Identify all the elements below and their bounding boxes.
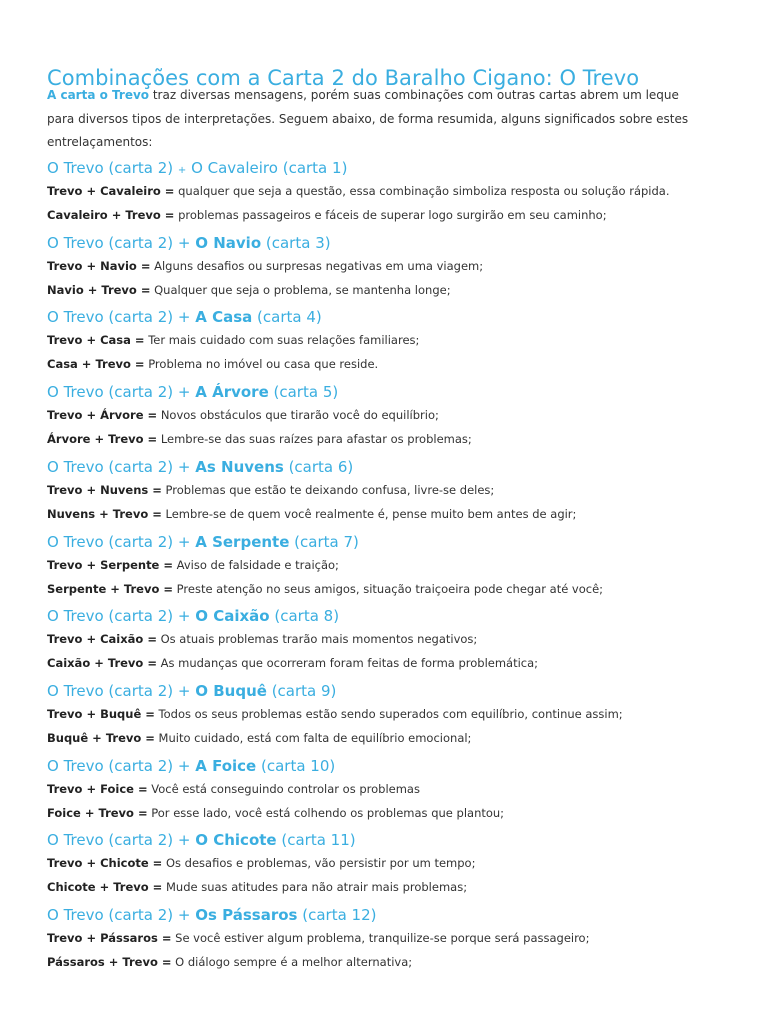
heading-plus: + (177, 308, 191, 327)
combination-meaning: qualquer que seja a questão, essa combinação simboliza resposta ou solução rápida. (174, 184, 670, 198)
heading-plus: + (177, 457, 191, 476)
heading-suffix: (carta 1) (277, 159, 348, 177)
combination-label: Trevo + Casa = (47, 333, 145, 348)
combination-label: Trevo + Buquê = (47, 706, 155, 721)
combination-section (47, 307, 727, 372)
heading-card-name: Os Pássaros (195, 906, 298, 924)
heading-plus: + (177, 681, 191, 700)
combination-label: Trevo + Chicote = (47, 856, 163, 871)
heading-card-name: O Navio (195, 233, 262, 252)
combination-section (47, 233, 727, 297)
combination-label: Cavaleiro + Trevo = (47, 208, 175, 222)
heading-suffix: (carta 3) (261, 233, 331, 252)
heading-plus: + (177, 233, 191, 252)
combination-label: Trevo + Caixão = (47, 632, 157, 647)
combination-meaning: O diálogo sempre é a melhor alternativa; (171, 955, 413, 969)
combination-meaning: Lembre-se das suas raízes para afastar os problemas; (157, 432, 472, 447)
section-heading (47, 830, 727, 850)
heading-card-name: As Nuvens (195, 457, 284, 476)
section-heading (47, 532, 727, 552)
section-heading (47, 905, 727, 925)
combination-line (47, 283, 451, 297)
combination-line (47, 731, 471, 745)
heading-prefix: O Trevo (carta 2) (47, 159, 178, 177)
heading-plus: + (177, 383, 191, 402)
combination-section (47, 532, 727, 596)
combination-line (47, 259, 483, 273)
heading-suffix: (carta 7) (289, 532, 359, 551)
combination-line (47, 483, 494, 497)
heading-prefix: O Trevo (carta 2) (47, 607, 178, 626)
heading-card-name: A Árvore (195, 383, 269, 402)
combination-label: Trevo + Navio = (47, 258, 151, 273)
combination-line (47, 408, 439, 422)
combination-label: Casa + Trevo = (47, 357, 145, 372)
heading-plus: + (177, 831, 191, 850)
combination-section (47, 382, 727, 447)
heading-prefix: O Trevo (carta 2) (47, 681, 178, 700)
heading-card-name: O Cavaleiro (191, 159, 278, 177)
heading-suffix: (carta 8) (269, 607, 340, 626)
combination-line (47, 931, 589, 945)
combination-meaning: Por esse lado, você está colhendo os problemas que plantou; (147, 805, 505, 820)
combination-section (47, 606, 727, 671)
section-heading (47, 681, 727, 701)
heading-suffix: (carta 10) (256, 756, 336, 775)
combination-label: Navio + Trevo = (47, 282, 151, 297)
heading-card-name: A Casa (195, 308, 253, 327)
combination-section (47, 756, 727, 820)
heading-card-name: A Foice (195, 756, 257, 775)
heading-suffix: (carta 11) (276, 831, 356, 850)
combination-meaning: Os desafios e problemas, vão persistir por um tempo; (162, 856, 476, 871)
combination-line (47, 806, 504, 820)
heading-prefix: O Trevo (carta 2) (47, 233, 178, 252)
combination-line (47, 856, 475, 870)
heading-plus: + (177, 906, 191, 924)
combination-line (47, 707, 623, 721)
section-heading (47, 158, 727, 181)
heading-card-name: O Chicote (195, 831, 277, 850)
combination-meaning: Novos obstáculos que tirarão você do equilíbrio; (157, 408, 439, 423)
combination-label: Nuvens + Trevo = (47, 506, 162, 521)
combination-label: Caixão + Trevo = (47, 656, 157, 671)
combination-meaning: Lembre-se de quem você realmente é, pense muito bem antes de agir; (161, 506, 577, 521)
heading-card-name: O Caixão (195, 607, 270, 626)
combination-meaning: Qualquer que seja o problema, se mantenha longe; (150, 282, 451, 297)
heading-card-name: O Buquê (195, 681, 267, 700)
combination-line (47, 782, 420, 796)
combination-meaning: Problemas que estão te deixando confusa, livre-se deles; (161, 482, 495, 497)
combination-line (47, 184, 670, 198)
combination-section (47, 681, 727, 745)
combination-meaning: Aviso de falsidade e traição; (173, 557, 339, 572)
combination-line (47, 582, 603, 596)
combination-line (47, 558, 339, 572)
combination-line (47, 432, 472, 446)
combination-meaning: Alguns desafios ou surpresas negativas em uma viagem; (150, 258, 484, 273)
heading-plus: + (177, 607, 191, 626)
combination-line (47, 632, 477, 646)
combination-label: Foice + Trevo = (47, 805, 148, 820)
intro-lead-link[interactable]: A carta o Trevo (47, 88, 150, 102)
combination-label: Trevo + Serpente = (47, 557, 174, 572)
heading-prefix: O Trevo (carta 2) (47, 308, 178, 327)
heading-prefix: O Trevo (carta 2) (47, 457, 178, 476)
section-heading (47, 307, 727, 327)
combination-line (47, 333, 419, 347)
combination-label: Trevo + Foice = (47, 781, 148, 796)
combination-meaning: Ter mais cuidado com suas relações familiares; (144, 333, 420, 348)
heading-plus: + (177, 756, 191, 775)
combination-meaning: Todos os seus problemas estão sendo superados com equilíbrio, continue assim; (154, 706, 623, 721)
heading-prefix: O Trevo (carta 2) (47, 756, 178, 775)
heading-suffix: (carta 6) (283, 457, 354, 476)
combination-label: Trevo + Pássaros = (47, 931, 172, 945)
intro-text: traz diversas mensagens, porém suas combinações com outras cartas abrem um leque para diversos tipos de interpretações. Seguem abaixo, de forma resumida, alguns significados sobre estes entrelaçamentos: (47, 88, 689, 149)
section-heading (47, 233, 727, 253)
section-heading (47, 756, 727, 776)
combination-line (47, 208, 607, 222)
combination-label: Árvore + Trevo = (47, 432, 158, 447)
combination-meaning: Mude suas atitudes para não atrair mais problemas; (162, 880, 468, 895)
combination-meaning: Os atuais problemas trarão mais momentos negativos; (156, 632, 478, 647)
heading-prefix: O Trevo (carta 2) (47, 906, 178, 924)
heading-prefix: O Trevo (carta 2) (47, 383, 178, 402)
combination-line (47, 357, 378, 371)
section-heading (47, 382, 727, 402)
heading-suffix: (carta 9) (266, 681, 337, 700)
combination-meaning: Problema no imóvel ou casa que reside. (144, 357, 379, 372)
combination-meaning: Preste atenção no seus amigos, situação traiçoeira pode chegar até você; (173, 581, 604, 596)
heading-prefix: O Trevo (carta 2) (47, 831, 178, 850)
combination-line (47, 507, 576, 521)
heading-suffix: (carta 4) (252, 308, 322, 327)
combination-line (47, 955, 412, 969)
combination-line (47, 880, 467, 894)
combination-meaning: As mudanças que ocorreram foram feitas de forma problemática; (156, 656, 539, 671)
page-title: Combinações com a Carta 2 do Baralho Cigano: O Trevo (47, 66, 640, 91)
combination-label: Serpente + Trevo = (47, 581, 174, 596)
section-heading (47, 457, 727, 477)
combination-label: Buquê + Trevo = (47, 730, 155, 745)
heading-prefix: O Trevo (carta 2) (47, 532, 178, 551)
heading-card-name: A Serpente (195, 532, 290, 551)
combination-line (47, 656, 538, 670)
heading-suffix: (carta 5) (268, 383, 339, 402)
combination-meaning: Muito cuidado, está com falta de equilíbrio emocional; (154, 730, 472, 745)
combination-meaning: problemas passageiros e fáceis de superar logo surgirão em seu caminho; (174, 208, 607, 222)
combination-meaning: Se você estiver algum problema, tranquilize-se porque será passageiro; (171, 931, 590, 945)
combination-label: Trevo + Cavaleiro = (47, 184, 175, 198)
intro-paragraph (47, 84, 707, 155)
combination-section (47, 457, 727, 521)
combination-label: Chicote + Trevo = (47, 880, 163, 895)
heading-plus: + (177, 165, 187, 176)
combination-label: Trevo + Árvore = (47, 408, 158, 423)
combination-section (47, 158, 727, 222)
section-heading (47, 606, 727, 626)
combination-meaning: Você está conseguindo controlar os problemas (147, 781, 420, 796)
combination-section (47, 905, 727, 969)
combination-label: Pássaros + Trevo = (47, 955, 172, 969)
combination-section (47, 830, 727, 895)
heading-suffix: (carta 12) (297, 906, 377, 924)
combination-label: Trevo + Nuvens = (47, 482, 162, 497)
heading-plus: + (177, 532, 191, 551)
